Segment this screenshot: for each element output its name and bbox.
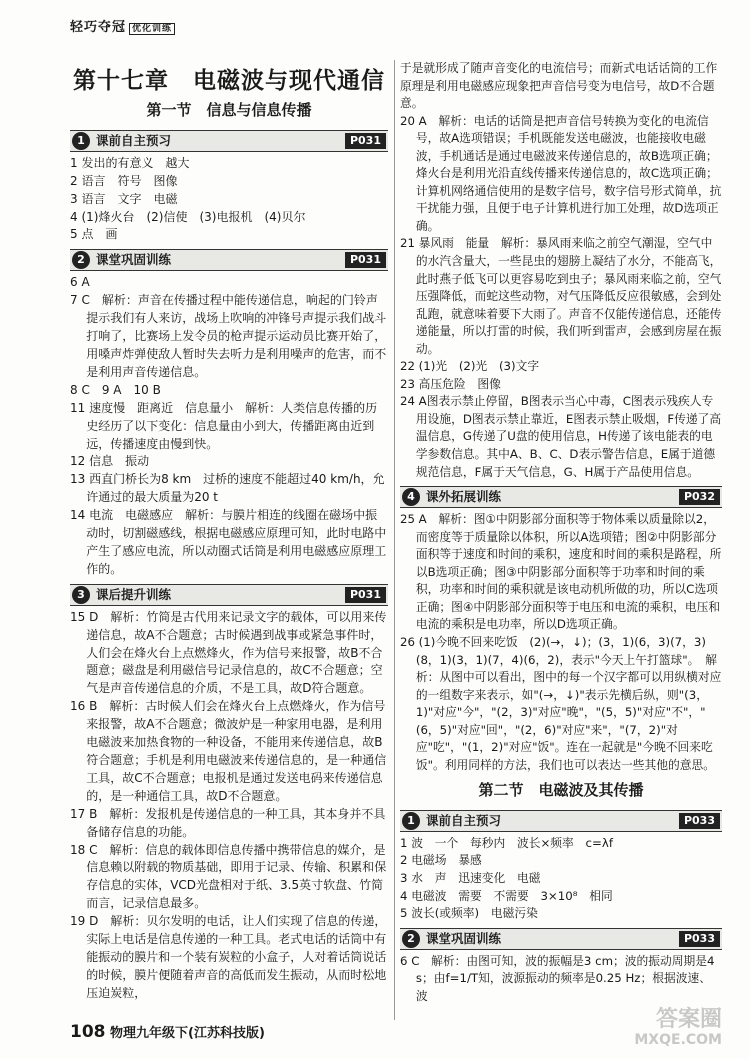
section-title: 第一节 信息与信息传播	[146, 100, 312, 119]
answer-item: 24 A图表示禁止停留，B图表示当心中毒，C图表示残疾人专用设施，D图表示禁止靠近，E图表示禁止吸烟，F传递了高温信息，G传递了U盘的使用信息，H传递了该电能表的电学参数信息。其中A、B、C、D表示警告信息，E属于道德规范信息，F属于天气信息，G、H属于产品使用信息。	[400, 394, 722, 479]
right-column	[400, 60, 722, 1005]
bar-page: P031	[345, 133, 386, 149]
answer-item: 3 水 声 迅速变化 电磁	[400, 870, 541, 885]
answer-item: 17 B 解析：发报机是传递信息的一种工具，其本身并不具备储存信息的功能。	[70, 806, 386, 839]
bar-number: 1	[72, 132, 90, 150]
answer-item: 26 (1)今晚不回来吃饭 (2)(→，↓)；(3，1)(6，3)(7，3)(8，1)(3，1)(7，4)(6，2)，表示"今天上午打篮球"。 解析：从图中可以看出，图中的每一个汉字都可以用纵横对应的一组数字来表示，如"(→，↓)"表示先横后纵，则"(3，1)"对应"今"，"(2，3)"对应"晚"，"(5，5)"对应"不"，"(6，5)"对应"回"，"(2，6)"对应"来"，"(7，2)"对应"吃"，"(1，2)"对应"饭"。连在一起就是"今晚不回来吃饭"。利用同样的方法，我们也可以表达一些其他的意思。	[400, 634, 722, 772]
answer-item: 5 点 画	[70, 227, 118, 242]
answer-item: 22 (1)光 (2)光 (3)文字	[400, 359, 540, 374]
logo-text: 轻巧夺冠	[70, 20, 127, 35]
answer-item: 1 发出的有意义 越大	[70, 155, 190, 170]
column-divider	[394, 60, 395, 1020]
answer-item: 2 语言 符号 图像	[70, 173, 178, 188]
answer-item: 15 D 解析：竹简是古代用来记录文字的载体，可以用来传递信息，故A不合题意；古时候遇到战事或紧急事件时，人们会在烽火台上点燃烽火，作为信号来报警，故B不合题意；磁盘是利用磁信号记录信息的，故C不合题意；空气是声音传递信息的介质，不是工具，故D符合题意。	[70, 609, 387, 696]
answer-item: 21 暴风雨 能量 解析：暴风雨来临之前空气潮湿，空气中的水汽含量大，一些昆虫的翅膀上凝结了水分，不能高飞，此时燕子低飞可以更容易吃到虫子；暴风雨来临之前，空气压强降低，而蛇这些动物，对气压降低反应很敏感，会到处乱跑，就意味着要下大雨了。声音不仅能传递信息，还能传递能量，所以打雷的时候，我们听到雷声，会感到房屋在振动。	[400, 236, 722, 356]
bar-number: 4	[402, 488, 420, 506]
answer-item: 14 电流 电磁感应 解析：与膜片相连的线圈在磁场中振动时，切割磁感线，根据电磁感应原理可知，此时电路中产生了感应电流，所以动圈式话筒是利用电磁感应原理工作的。	[70, 508, 387, 576]
answer-item: 20 A 解析：电话的话筒是把声音信号转换为变化的电流信号，故A选项错误；手机既能发送电磁波，也能接收电磁波，手机通话是通过电磁波来传递信息的，故B选项正确；烽火台是利用光沿直线传播来传递信息的，故C选项正确；计算机网络通信使用的是数字信号，数字信号形式简单，抗干扰能力强，且便于电子计算机进行加工处理，故D选项正确。	[400, 113, 722, 233]
answer-item: 12 信息 振动	[70, 454, 150, 469]
answer-item: 16 B 解析：古时候人们会在烽火台上点燃烽火，作为信号来报警，故A不合题意；微波炉是一种家用电器，是利用电磁波来加热食物的一种设备，不能用来传递信息，故B符合题意；手机是利用电磁波来传递信息的，是一种通信工具，故C不合题意；电报机是通过发送电码来传递信息的，是一种通信工具，故D不合题意。	[70, 699, 387, 803]
page-footer	[70, 1022, 265, 1042]
answer-item: 23 高压危险 图像	[400, 376, 501, 391]
answer-item: 7 C 解析：声音在传播过程中能传递信息，响起的门铃声提示我们有人来访，战场上吹响的冲锋号声提示我们战斗打响了，比赛场上发令员的枪声提示运动员比赛开始了，用嗓声炸弹使敌人暂时失去听力是利用噪声的危害，而不是利用声音传递信息。	[70, 293, 387, 379]
answer-item: 于是就形成了随声音变化的电流信号；而新式电话话筒的工作原理是利用电磁感应现象把声音信号变为电信号，故D不合题意。	[400, 61, 718, 111]
bar-page: P031	[345, 587, 386, 603]
answer-item: 25 A 解析：图①中阴影部分面积等于物体乘以质量除以2，而密度等于质量除以体积，所以A选项错；图②中阴影部分面积等于速度和时间的乘积，速度和时间的乘积是路程，所以B选项正确；图③中阴影部分面积等于功率和时间的乘积，功率和时间的乘积就是该电动机所做的功，所以C选项正确；图④中阴影部分面积等于电压和电流的乘积，电压和电流的乘积是电功率，所以D选项正确。	[400, 512, 722, 632]
footer-book-title: 物理九年级下(江苏科技版)	[110, 1026, 265, 1041]
watermark	[612, 1007, 722, 1050]
bar-label: 课后提升训练	[96, 586, 172, 602]
answer-item: 8 C 9 A 10 B	[70, 382, 161, 397]
answer-item: 6 A	[70, 275, 90, 290]
answer-item: 4 电磁波 需要 不需要 3×10⁸ 相同	[400, 888, 613, 903]
bar-page: P031	[345, 252, 386, 268]
bar-label: 课外拓展训练	[426, 489, 502, 505]
section-title-2: 第二节 电磁波及其传播	[478, 781, 644, 800]
bar-page: P033	[679, 813, 720, 829]
bar-number: 2	[72, 251, 90, 269]
answer-item: 18 C 解析：信息的载体即信息传播中携带信息的媒介，是信息赖以附载的物质基础，即用于记录、传输、积累和保存信息的实体，VCD光盘相对于纸、3.5英寸软盘、竹简而言，记录信息最多。	[70, 842, 387, 911]
answer-item: 4 (1)烽火台 (2)信使 (3)电报机 (4)贝尔	[70, 209, 306, 224]
bar-page: P033	[679, 931, 720, 947]
bar-label: 课前自主预习	[96, 132, 172, 148]
answer-item: 19 D 解析：贝尔发明的电话，让人们实现了信息的传递，实际上电话是信息传递的一种工具。老式电话的话筒中有能振动的膜片和一个装有炭粒的小盒子，人对着话筒说话的时候，膜片便随着声音的高低而发生振动，从而时松地压迫炭粒，	[70, 914, 387, 1000]
answer-item: 5 波长(或频率) 电磁污染	[400, 906, 538, 921]
watermark-line2: MXQE.COM	[634, 1032, 722, 1048]
answer-item: 2 电磁场 暴感	[400, 853, 482, 868]
section-bar-class-2	[400, 928, 722, 950]
section-bar-expand	[400, 486, 722, 508]
section-bar-preview	[70, 130, 388, 152]
bar-number: 3	[72, 586, 90, 604]
answer-item: 3 语言 文字 电磁	[70, 191, 178, 206]
bar-label: 课前自主预习	[426, 813, 502, 829]
bar-page: P032	[679, 489, 720, 505]
watermark-line1: 答案圈	[655, 1007, 722, 1032]
page-number: 108	[70, 1022, 106, 1042]
logo-tag: 优化训练	[129, 23, 175, 35]
section-bar-after	[70, 584, 388, 606]
answer-item: 11 速度慢 距离近 信息量小 解析：人类信息传播的历史经历了以下变化：信息量由小到大，传播距离由近到远，传播速度由慢到快。	[70, 400, 378, 451]
logo	[70, 16, 175, 35]
section-bar-class	[70, 249, 388, 271]
chapter-title: 第十七章 电磁波与现代通信	[73, 67, 385, 94]
answer-item: 6 C 解析：由图可知，波的振幅是3 cm；波的振动周期是4 s；由f=1/T知，波源振动的频率是0.25 Hz；根据波速、波	[400, 953, 715, 1003]
section-bar-preview-2	[400, 810, 722, 832]
bar-number: 1	[402, 812, 420, 830]
answer-item: 1 波 一个 每秒内 波长×频率 c=λf	[400, 835, 613, 850]
bar-label: 课堂巩固训练	[96, 252, 172, 268]
answer-item: 13 西直门桥长为8 km 过桥的速度不能超过40 km/h，允许通过的最大质量为20 t	[70, 472, 385, 505]
bar-number: 2	[402, 930, 420, 948]
left-column	[70, 60, 388, 1003]
bar-label: 课堂巩固训练	[426, 930, 502, 946]
